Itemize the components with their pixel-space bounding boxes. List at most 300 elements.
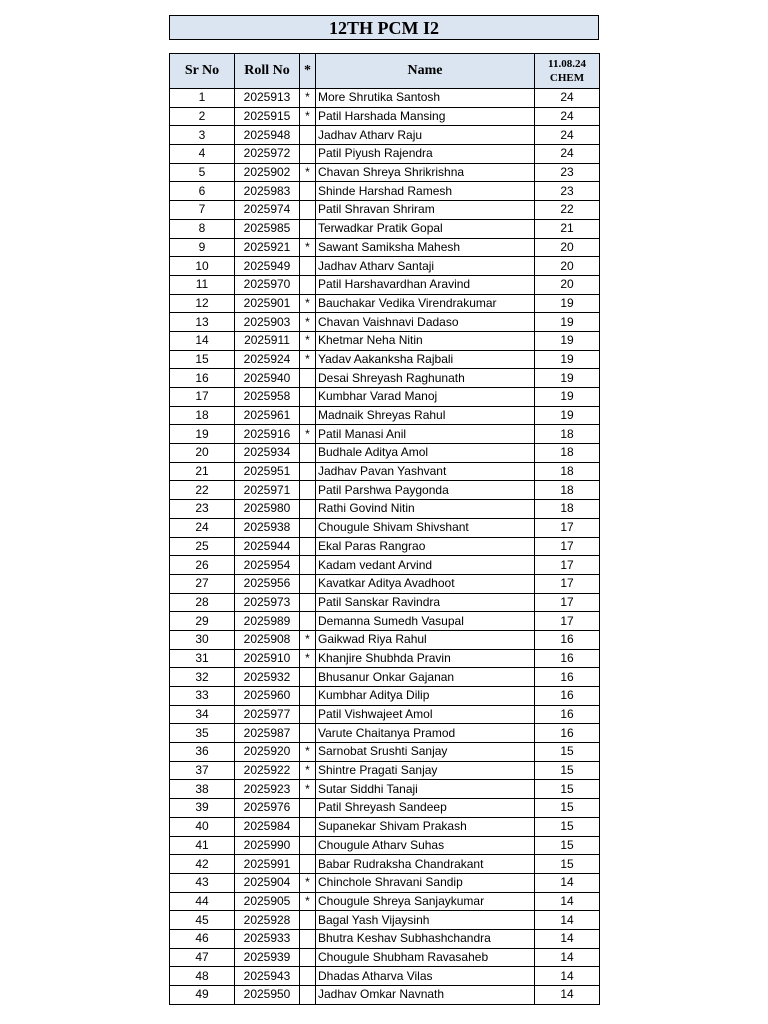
header-roll-no: Roll No [235, 54, 300, 89]
cell-score: 15 [535, 780, 600, 799]
table-row [170, 481, 600, 500]
cell-sr-no: 27 [170, 574, 235, 593]
cell-sr-no: 11 [170, 275, 235, 294]
table-row [170, 201, 600, 220]
cell-sr-no: 5 [170, 163, 235, 182]
cell-star [300, 986, 316, 1005]
table-row [170, 388, 600, 407]
cell-name: Kavatkar Aditya Avadhoot [316, 574, 535, 593]
table-row [170, 929, 600, 948]
cell-roll-no: 2025972 [235, 145, 300, 164]
cell-name: Bauchakar Vedika Virendrakumar [316, 294, 535, 313]
cell-sr-no: 13 [170, 313, 235, 332]
cell-star: * [300, 892, 316, 911]
cell-sr-no: 45 [170, 911, 235, 930]
table-row [170, 294, 600, 313]
cell-sr-no: 16 [170, 369, 235, 388]
table-row [170, 761, 600, 780]
cell-score: 24 [535, 89, 600, 108]
cell-roll-no: 2025934 [235, 444, 300, 463]
cell-sr-no: 35 [170, 724, 235, 743]
cell-roll-no: 2025971 [235, 481, 300, 500]
table-body [170, 89, 600, 1005]
cell-roll-no: 2025921 [235, 238, 300, 257]
table-row [170, 219, 600, 238]
cell-score: 14 [535, 892, 600, 911]
table-row [170, 687, 600, 706]
cell-roll-no: 2025901 [235, 294, 300, 313]
results-table [169, 53, 600, 1005]
table-row [170, 892, 600, 911]
cell-name: Sarnobat Srushti Sanjay [316, 743, 535, 762]
cell-score: 16 [535, 724, 600, 743]
cell-sr-no: 9 [170, 238, 235, 257]
cell-name: Desai Shreyash Raghunath [316, 369, 535, 388]
cell-star [300, 201, 316, 220]
cell-star: * [300, 649, 316, 668]
cell-star [300, 518, 316, 537]
cell-sr-no: 3 [170, 126, 235, 145]
cell-star: * [300, 331, 316, 350]
cell-roll-no: 2025958 [235, 388, 300, 407]
cell-star: * [300, 313, 316, 332]
cell-star [300, 444, 316, 463]
cell-name: Jadhav Omkar Navnath [316, 986, 535, 1005]
cell-sr-no: 36 [170, 743, 235, 762]
cell-roll-no: 2025985 [235, 219, 300, 238]
cell-score: 17 [535, 593, 600, 612]
cell-sr-no: 34 [170, 705, 235, 724]
cell-roll-no: 2025961 [235, 406, 300, 425]
cell-sr-no: 39 [170, 799, 235, 818]
cell-score: 24 [535, 126, 600, 145]
cell-roll-no: 2025951 [235, 462, 300, 481]
cell-sr-no: 15 [170, 350, 235, 369]
cell-name: Sutar Siddhi Tanaji [316, 780, 535, 799]
cell-score: 19 [535, 331, 600, 350]
cell-star [300, 500, 316, 519]
cell-score: 19 [535, 313, 600, 332]
cell-sr-no: 14 [170, 331, 235, 350]
cell-name: Varute Chaitanya Pramod [316, 724, 535, 743]
cell-roll-no: 2025980 [235, 500, 300, 519]
cell-star [300, 126, 316, 145]
cell-score: 17 [535, 537, 600, 556]
cell-roll-no: 2025949 [235, 257, 300, 276]
cell-sr-no: 12 [170, 294, 235, 313]
cell-star: * [300, 425, 316, 444]
table-row [170, 425, 600, 444]
cell-roll-no: 2025928 [235, 911, 300, 930]
cell-star [300, 668, 316, 687]
cell-roll-no: 2025905 [235, 892, 300, 911]
cell-score: 21 [535, 219, 600, 238]
cell-score: 17 [535, 612, 600, 631]
table-row [170, 406, 600, 425]
table-row [170, 799, 600, 818]
cell-star [300, 574, 316, 593]
cell-score: 18 [535, 481, 600, 500]
cell-score: 19 [535, 406, 600, 425]
cell-name: Chougule Shubham Ravasaheb [316, 948, 535, 967]
cell-score: 15 [535, 743, 600, 762]
cell-score: 20 [535, 238, 600, 257]
cell-roll-no: 2025973 [235, 593, 300, 612]
cell-score: 20 [535, 275, 600, 294]
cell-score: 23 [535, 182, 600, 201]
cell-sr-no: 42 [170, 855, 235, 874]
cell-score: 16 [535, 705, 600, 724]
cell-score: 16 [535, 649, 600, 668]
cell-star: * [300, 873, 316, 892]
cell-roll-no: 2025904 [235, 873, 300, 892]
table-row [170, 444, 600, 463]
cell-name: Budhale Aditya Amol [316, 444, 535, 463]
cell-sr-no: 21 [170, 462, 235, 481]
cell-star [300, 369, 316, 388]
table-row [170, 313, 600, 332]
cell-sr-no: 17 [170, 388, 235, 407]
cell-roll-no: 2025956 [235, 574, 300, 593]
cell-star [300, 705, 316, 724]
cell-name: Kumbhar Varad Manoj [316, 388, 535, 407]
cell-name: Babar Rudraksha Chandrakant [316, 855, 535, 874]
cell-score: 14 [535, 911, 600, 930]
cell-star [300, 687, 316, 706]
cell-roll-no: 2025920 [235, 743, 300, 762]
cell-roll-no: 2025908 [235, 630, 300, 649]
cell-sr-no: 28 [170, 593, 235, 612]
cell-score: 24 [535, 107, 600, 126]
cell-roll-no: 2025944 [235, 537, 300, 556]
header-name: Name [316, 54, 535, 89]
cell-star: * [300, 761, 316, 780]
table-row [170, 126, 600, 145]
cell-sr-no: 22 [170, 481, 235, 500]
cell-star [300, 388, 316, 407]
cell-star [300, 929, 316, 948]
cell-sr-no: 26 [170, 556, 235, 575]
header-sr-no: Sr No [170, 54, 235, 89]
header-date: 11.08.24 [548, 58, 586, 70]
cell-star [300, 817, 316, 836]
table-row [170, 331, 600, 350]
cell-score: 18 [535, 500, 600, 519]
cell-name: Chougule Atharv Suhas [316, 836, 535, 855]
cell-sr-no: 10 [170, 257, 235, 276]
cell-score: 16 [535, 668, 600, 687]
cell-sr-no: 38 [170, 780, 235, 799]
table-row [170, 986, 600, 1005]
cell-name: Khetmar Neha Nitin [316, 331, 535, 350]
header-subject: CHEM [549, 72, 585, 84]
cell-name: Bhusanur Onkar Gajanan [316, 668, 535, 687]
cell-roll-no: 2025902 [235, 163, 300, 182]
cell-sr-no: 24 [170, 518, 235, 537]
cell-score: 15 [535, 761, 600, 780]
table-row [170, 780, 600, 799]
cell-sr-no: 30 [170, 630, 235, 649]
cell-sr-no: 29 [170, 612, 235, 631]
cell-score: 19 [535, 388, 600, 407]
cell-sr-no: 37 [170, 761, 235, 780]
cell-star [300, 911, 316, 930]
cell-sr-no: 44 [170, 892, 235, 911]
cell-roll-no: 2025932 [235, 668, 300, 687]
table-row [170, 556, 600, 575]
cell-star [300, 182, 316, 201]
cell-sr-no: 18 [170, 406, 235, 425]
cell-score: 23 [535, 163, 600, 182]
cell-name: Patil Parshwa Paygonda [316, 481, 535, 500]
cell-roll-no: 2025933 [235, 929, 300, 948]
cell-roll-no: 2025948 [235, 126, 300, 145]
cell-star [300, 219, 316, 238]
cell-score: 15 [535, 855, 600, 874]
cell-star: * [300, 89, 316, 108]
cell-name: Madnaik Shreyas Rahul [316, 406, 535, 425]
cell-roll-no: 2025910 [235, 649, 300, 668]
cell-roll-no: 2025974 [235, 201, 300, 220]
table-row [170, 275, 600, 294]
cell-star [300, 799, 316, 818]
cell-score: 18 [535, 462, 600, 481]
cell-roll-no: 2025913 [235, 89, 300, 108]
cell-roll-no: 2025938 [235, 518, 300, 537]
cell-star [300, 257, 316, 276]
cell-score: 15 [535, 799, 600, 818]
cell-sr-no: 40 [170, 817, 235, 836]
cell-sr-no: 1 [170, 89, 235, 108]
cell-roll-no: 2025989 [235, 612, 300, 631]
cell-name: Chavan Vaishnavi Dadaso [316, 313, 535, 332]
cell-name: Kadam vedant Arvind [316, 556, 535, 575]
cell-name: Ekal Paras Rangrao [316, 537, 535, 556]
cell-star: * [300, 780, 316, 799]
cell-score: 14 [535, 929, 600, 948]
cell-roll-no: 2025990 [235, 836, 300, 855]
cell-roll-no: 2025923 [235, 780, 300, 799]
cell-score: 19 [535, 294, 600, 313]
cell-sr-no: 43 [170, 873, 235, 892]
table-row [170, 145, 600, 164]
cell-name: Jadhav Atharv Raju [316, 126, 535, 145]
table-row [170, 369, 600, 388]
table-row [170, 518, 600, 537]
cell-star: * [300, 630, 316, 649]
cell-score: 16 [535, 630, 600, 649]
cell-star [300, 855, 316, 874]
table-row [170, 107, 600, 126]
table-row [170, 238, 600, 257]
cell-name: Shinde Harshad Ramesh [316, 182, 535, 201]
cell-roll-no: 2025911 [235, 331, 300, 350]
cell-name: More Shrutika Santosh [316, 89, 535, 108]
table-row [170, 649, 600, 668]
header-score [535, 54, 600, 89]
table-row [170, 967, 600, 986]
cell-name: Terwadkar Pratik Gopal [316, 219, 535, 238]
cell-score: 20 [535, 257, 600, 276]
cell-score: 17 [535, 556, 600, 575]
cell-score: 18 [535, 425, 600, 444]
cell-star: * [300, 107, 316, 126]
cell-star [300, 612, 316, 631]
cell-sr-no: 46 [170, 929, 235, 948]
table-row [170, 911, 600, 930]
table-row [170, 574, 600, 593]
cell-star [300, 462, 316, 481]
header-row [170, 54, 600, 89]
cell-star [300, 481, 316, 500]
cell-star: * [300, 350, 316, 369]
cell-roll-no: 2025987 [235, 724, 300, 743]
cell-name: Dhadas Atharva Vilas [316, 967, 535, 986]
cell-name: Kumbhar Aditya Dilip [316, 687, 535, 706]
table-row [170, 163, 600, 182]
cell-roll-no: 2025915 [235, 107, 300, 126]
cell-name: Patil Harshada Mansing [316, 107, 535, 126]
cell-roll-no: 2025984 [235, 817, 300, 836]
cell-name: Yadav Aakanksha Rajbali [316, 350, 535, 369]
cell-sr-no: 48 [170, 967, 235, 986]
cell-roll-no: 2025943 [235, 967, 300, 986]
cell-star: * [300, 743, 316, 762]
cell-name: Patil Manasi Anil [316, 425, 535, 444]
cell-score: 19 [535, 369, 600, 388]
cell-sr-no: 8 [170, 219, 235, 238]
cell-sr-no: 19 [170, 425, 235, 444]
table-row [170, 817, 600, 836]
cell-score: 14 [535, 873, 600, 892]
cell-name: Gaikwad Riya Rahul [316, 630, 535, 649]
cell-name: Chougule Shreya Sanjaykumar [316, 892, 535, 911]
cell-star [300, 556, 316, 575]
cell-name: Patil Shravan Shriram [316, 201, 535, 220]
cell-roll-no: 2025976 [235, 799, 300, 818]
cell-star [300, 724, 316, 743]
cell-sr-no: 2 [170, 107, 235, 126]
cell-name: Jadhav Atharv Santaji [316, 257, 535, 276]
cell-roll-no: 2025950 [235, 986, 300, 1005]
cell-name: Patil Piyush Rajendra [316, 145, 535, 164]
cell-roll-no: 2025977 [235, 705, 300, 724]
cell-score: 15 [535, 817, 600, 836]
cell-star [300, 948, 316, 967]
sheet-title: 12TH PCM I2 [169, 15, 599, 40]
cell-score: 16 [535, 687, 600, 706]
cell-sr-no: 20 [170, 444, 235, 463]
table-row [170, 836, 600, 855]
table-row [170, 873, 600, 892]
cell-star [300, 593, 316, 612]
cell-name: Demanna Sumedh Vasupal [316, 612, 535, 631]
cell-name: Bagal Yash Vijaysinh [316, 911, 535, 930]
cell-score: 17 [535, 574, 600, 593]
cell-roll-no: 2025922 [235, 761, 300, 780]
cell-name: Chougule Shivam Shivshant [316, 518, 535, 537]
cell-name: Patil Vishwajeet Amol [316, 705, 535, 724]
cell-score: 14 [535, 967, 600, 986]
cell-sr-no: 7 [170, 201, 235, 220]
cell-sr-no: 32 [170, 668, 235, 687]
table-row [170, 182, 600, 201]
cell-name: Khanjire Shubhda Pravin [316, 649, 535, 668]
cell-score: 24 [535, 145, 600, 164]
cell-star: * [300, 163, 316, 182]
cell-sr-no: 4 [170, 145, 235, 164]
cell-roll-no: 2025954 [235, 556, 300, 575]
cell-sr-no: 31 [170, 649, 235, 668]
cell-roll-no: 2025939 [235, 948, 300, 967]
cell-star [300, 967, 316, 986]
cell-roll-no: 2025960 [235, 687, 300, 706]
table-row [170, 705, 600, 724]
table-row [170, 630, 600, 649]
cell-roll-no: 2025924 [235, 350, 300, 369]
cell-roll-no: 2025991 [235, 855, 300, 874]
cell-star [300, 836, 316, 855]
cell-sr-no: 47 [170, 948, 235, 967]
cell-star [300, 145, 316, 164]
cell-roll-no: 2025970 [235, 275, 300, 294]
table-row [170, 537, 600, 556]
table-row [170, 462, 600, 481]
cell-name: Jadhav Pavan Yashvant [316, 462, 535, 481]
table-row [170, 612, 600, 631]
cell-name: Patil Sanskar Ravindra [316, 593, 535, 612]
table-row [170, 593, 600, 612]
cell-roll-no: 2025983 [235, 182, 300, 201]
cell-roll-no: 2025903 [235, 313, 300, 332]
table-row [170, 500, 600, 519]
cell-score: 17 [535, 518, 600, 537]
table-row [170, 724, 600, 743]
cell-score: 14 [535, 986, 600, 1005]
table-row [170, 668, 600, 687]
cell-name: Shintre Pragati Sanjay [316, 761, 535, 780]
cell-name: Chavan Shreya Shrikrishna [316, 163, 535, 182]
table-row [170, 350, 600, 369]
cell-score: 14 [535, 948, 600, 967]
table-row [170, 89, 600, 108]
cell-name: Bhutra Keshav Subhashchandra [316, 929, 535, 948]
cell-sr-no: 23 [170, 500, 235, 519]
cell-sr-no: 33 [170, 687, 235, 706]
table-row [170, 948, 600, 967]
cell-name: Rathi Govind Nitin [316, 500, 535, 519]
cell-star [300, 275, 316, 294]
cell-sr-no: 49 [170, 986, 235, 1005]
table-row [170, 257, 600, 276]
cell-name: Patil Shreyash Sandeep [316, 799, 535, 818]
cell-score: 15 [535, 836, 600, 855]
table-row [170, 743, 600, 762]
cell-sr-no: 41 [170, 836, 235, 855]
cell-sr-no: 25 [170, 537, 235, 556]
header-star: * [300, 54, 316, 89]
table-row [170, 855, 600, 874]
cell-roll-no: 2025916 [235, 425, 300, 444]
cell-star [300, 406, 316, 425]
cell-name: Supanekar Shivam Prakash [316, 817, 535, 836]
cell-score: 18 [535, 444, 600, 463]
cell-name: Patil Harshavardhan Aravind [316, 275, 535, 294]
cell-star: * [300, 294, 316, 313]
cell-score: 19 [535, 350, 600, 369]
cell-name: Chinchole Shravani Sandip [316, 873, 535, 892]
cell-star [300, 537, 316, 556]
